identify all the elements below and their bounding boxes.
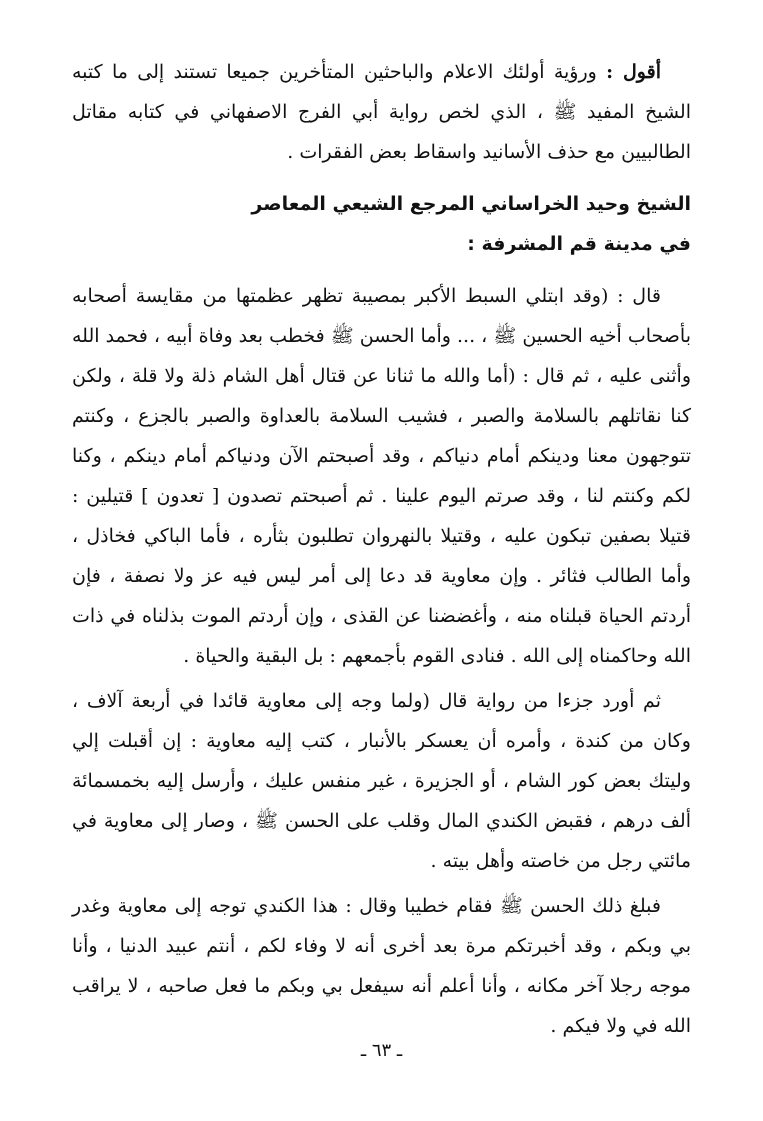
paragraph-intro-text: ورؤية أولئك الاعلام والباحثين المتأخرين جميعا تستند إلى ما كتبه الشيخ المفيد ﷺ ، الذي لخص رواية أبي الفرج الاصفهاني في كتابه مقاتل الطالبيين مع حذف الأسانيد واسقاط بعض الفقرات .: [72, 61, 691, 163]
section-heading-line-1: الشيخ وحيد الخراساني المرجع الشيعي المعاصر: [251, 193, 691, 215]
paragraph-lead: أقول :: [606, 61, 661, 83]
page-number: ـ ٦٣ ـ: [360, 1040, 403, 1061]
paragraph-intro: [72, 52, 691, 172]
paragraph-narration: ثم أورد جزءا من رواية قال (ولما وجه إلى معاوية قائدا في أربعة آلاف ، وكان من كندة ، وأمره أن يعسكر بالأنبار ، كتب إليه معاوية : إن أقبلت إلي وليتك بعض كور الشام ، أو الجزيرة ، غير منفس عليك ، وأرسل إليه بخمسمائة ألف درهم ، فقبض الكندي المال وقلب على الحسن ﷺ ، وصار إلى معاوية في مائتي رجل من خاصته وأهل بيته .: [72, 690, 691, 872]
paragraph-sermon: فبلغ ذلك الحسن ﷺ فقام خطيبا وقال : هذا الكندي توجه إلى معاوية وغدر بي وبكم ، وقد أخبرتكم مرة بعد أخرى أنه لا وفاء لكم ، أنتم عبيد الدنيا ، وأنا موجه رجلا آخر مكانه ، وأنا أعلم أنه سيفعل بي وبكم ما فعل صاحبه ، لا يراقب الله في ولا فيكم .: [72, 895, 691, 1037]
page-body: [72, 52, 691, 1051]
paragraph-quote: قال : (وقد ابتلي السبط الأكبر بمصيبة تظهر عظمتها من مقايسة أصحابه بأصحاب أخيه الحسين ﷺ ، ... وأما الحسن ﷺ فخطب بعد وفاة أبيه ، فحمد الله وأثنى عليه ، ثم قال : (أما والله ما ثنانا عن قتال أهل الشام ذلة ولا قلة ، ولكن كنا نقاتلهم بالسلامة والصبر ، فشيب السلامة بالعداوة والصبر بالجزع ، وكنتم تتوجهون معنا ودينكم أمام دنياكم ، وقد أصبحتم الآن ودنياكم أمام دينكم ، وكنا لكم وكنتم لنا ، وقد صرتم اليوم علينا . ثم أصبحتم تصدون [ تعدون ] قتيلين : قتيلا بصفين تبكون عليه ، وقتيلا بالنهروان تطلبون بثأره ، فأما الباكي فخاذل ، وأما الطالب فثائر . وإن معاوية قد دعا إلى أمر ليس فيه عز ولا نصفة ، فإن أردتم الحياة قبلناه منه ، وأغضضنا عن القذى ، وإن أردتم الموت بذلناه في ذات الله وحاكمناه إلى الله . فنادى القوم بأجمعهم : بل البقية والحياة .: [72, 285, 691, 667]
section-heading: [72, 184, 691, 264]
section-heading-line-2: في مدينة قم المشرفة :: [467, 233, 691, 255]
